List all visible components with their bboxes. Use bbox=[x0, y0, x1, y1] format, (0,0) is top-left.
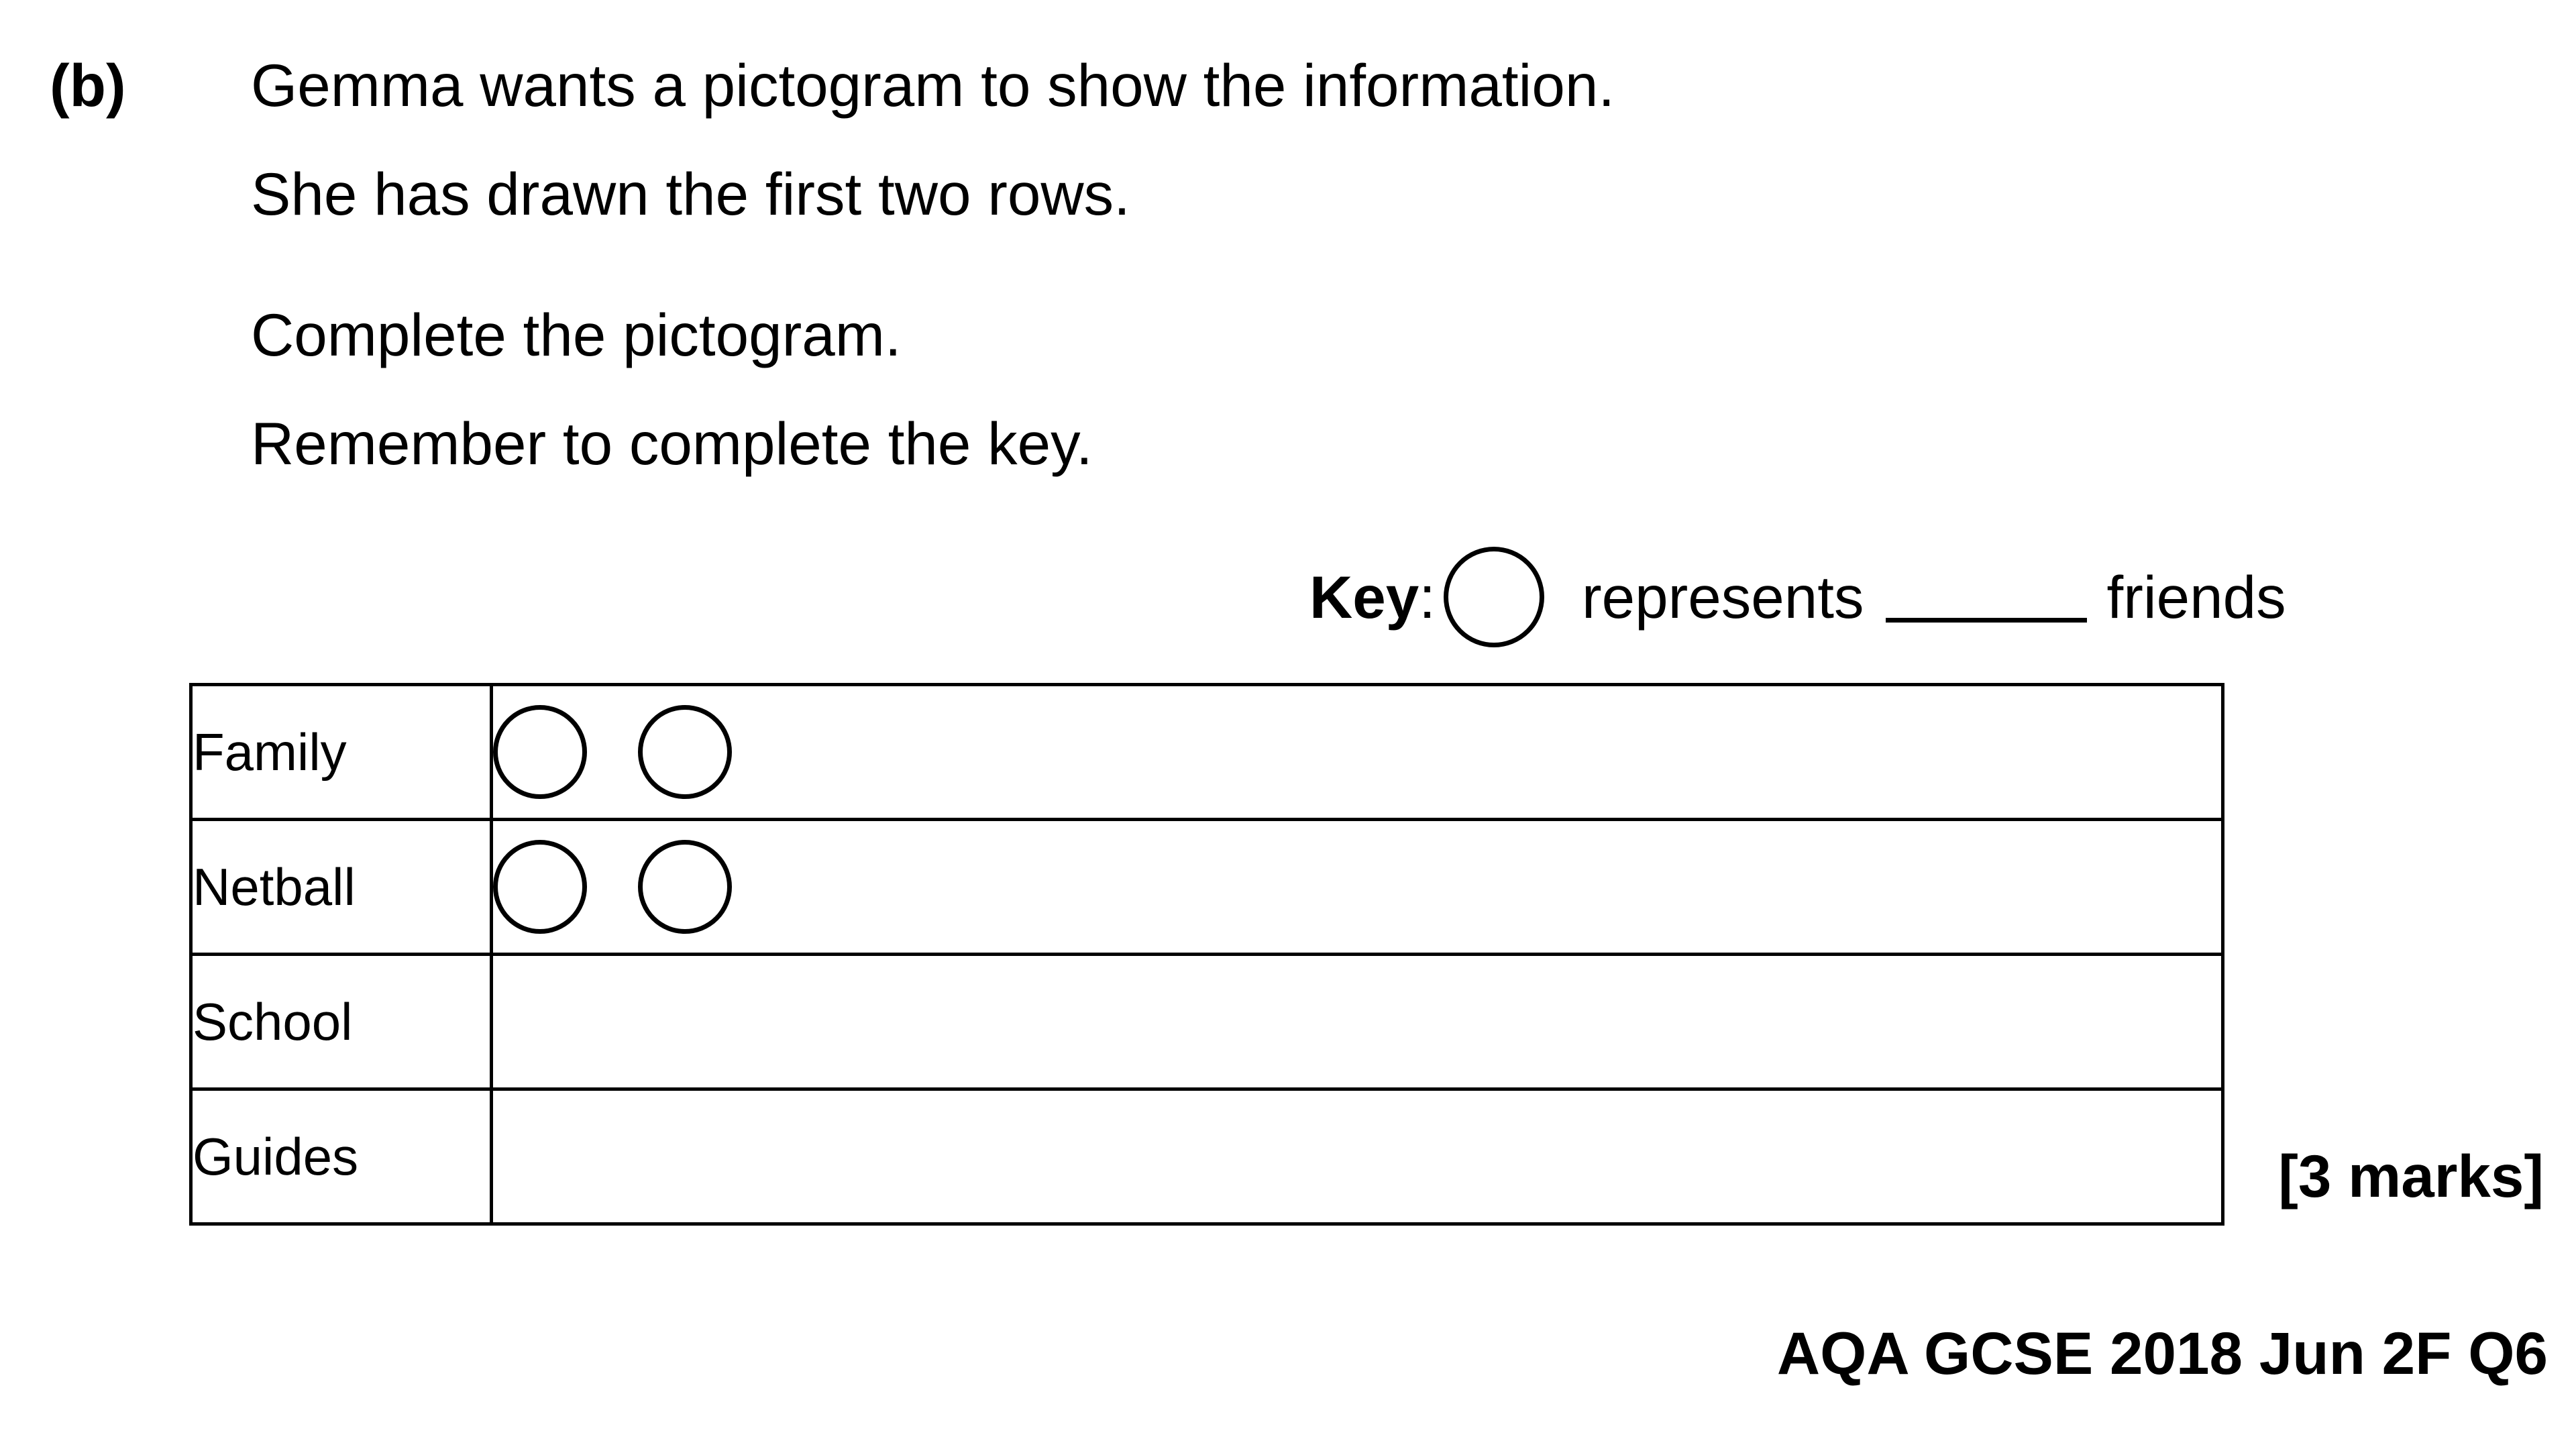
key-label: Key bbox=[1309, 563, 1419, 631]
row-symbols-netball[interactable] bbox=[492, 820, 2223, 955]
circle-icon bbox=[493, 840, 587, 934]
table-row bbox=[191, 1089, 2223, 1224]
symbols-container bbox=[493, 705, 2221, 799]
circle-icon bbox=[638, 705, 732, 799]
question-line-4: Remember to complete the key. bbox=[251, 410, 1093, 477]
pictogram-key bbox=[1309, 537, 2286, 657]
row-symbols-family[interactable] bbox=[492, 685, 2223, 820]
marks-label: [3 marks] bbox=[2278, 1142, 2544, 1210]
question-part-label: (b) bbox=[50, 52, 126, 119]
row-symbols-school[interactable] bbox=[492, 955, 2223, 1089]
pictogram-table bbox=[189, 683, 2224, 1226]
row-symbols-guides[interactable] bbox=[492, 1089, 2223, 1224]
table-row bbox=[191, 955, 2223, 1089]
row-label-school: School bbox=[191, 955, 492, 1089]
key-colon: : bbox=[1419, 563, 1436, 631]
table-row bbox=[191, 820, 2223, 955]
key-unit-text: friends bbox=[2106, 563, 2286, 631]
circle-icon bbox=[493, 705, 587, 799]
row-label-family: Family bbox=[191, 685, 492, 820]
question-line-1: Gemma wants a pictogram to show the information. bbox=[251, 52, 1615, 119]
key-represents-text: represents bbox=[1582, 563, 1864, 631]
symbols-container bbox=[493, 840, 2221, 934]
row-label-guides: Guides bbox=[191, 1089, 492, 1224]
circle-icon bbox=[1444, 547, 1544, 647]
table-row bbox=[191, 685, 2223, 820]
row-label-netball: Netball bbox=[191, 820, 492, 955]
source-reference: AQA GCSE 2018 Jun 2F Q6 bbox=[1776, 1320, 2548, 1387]
question-line-2: She has drawn the first two rows. bbox=[251, 160, 1130, 227]
circle-icon bbox=[638, 840, 732, 934]
question-line-3: Complete the pictogram. bbox=[251, 301, 902, 368]
key-answer-blank[interactable] bbox=[1886, 618, 2087, 623]
